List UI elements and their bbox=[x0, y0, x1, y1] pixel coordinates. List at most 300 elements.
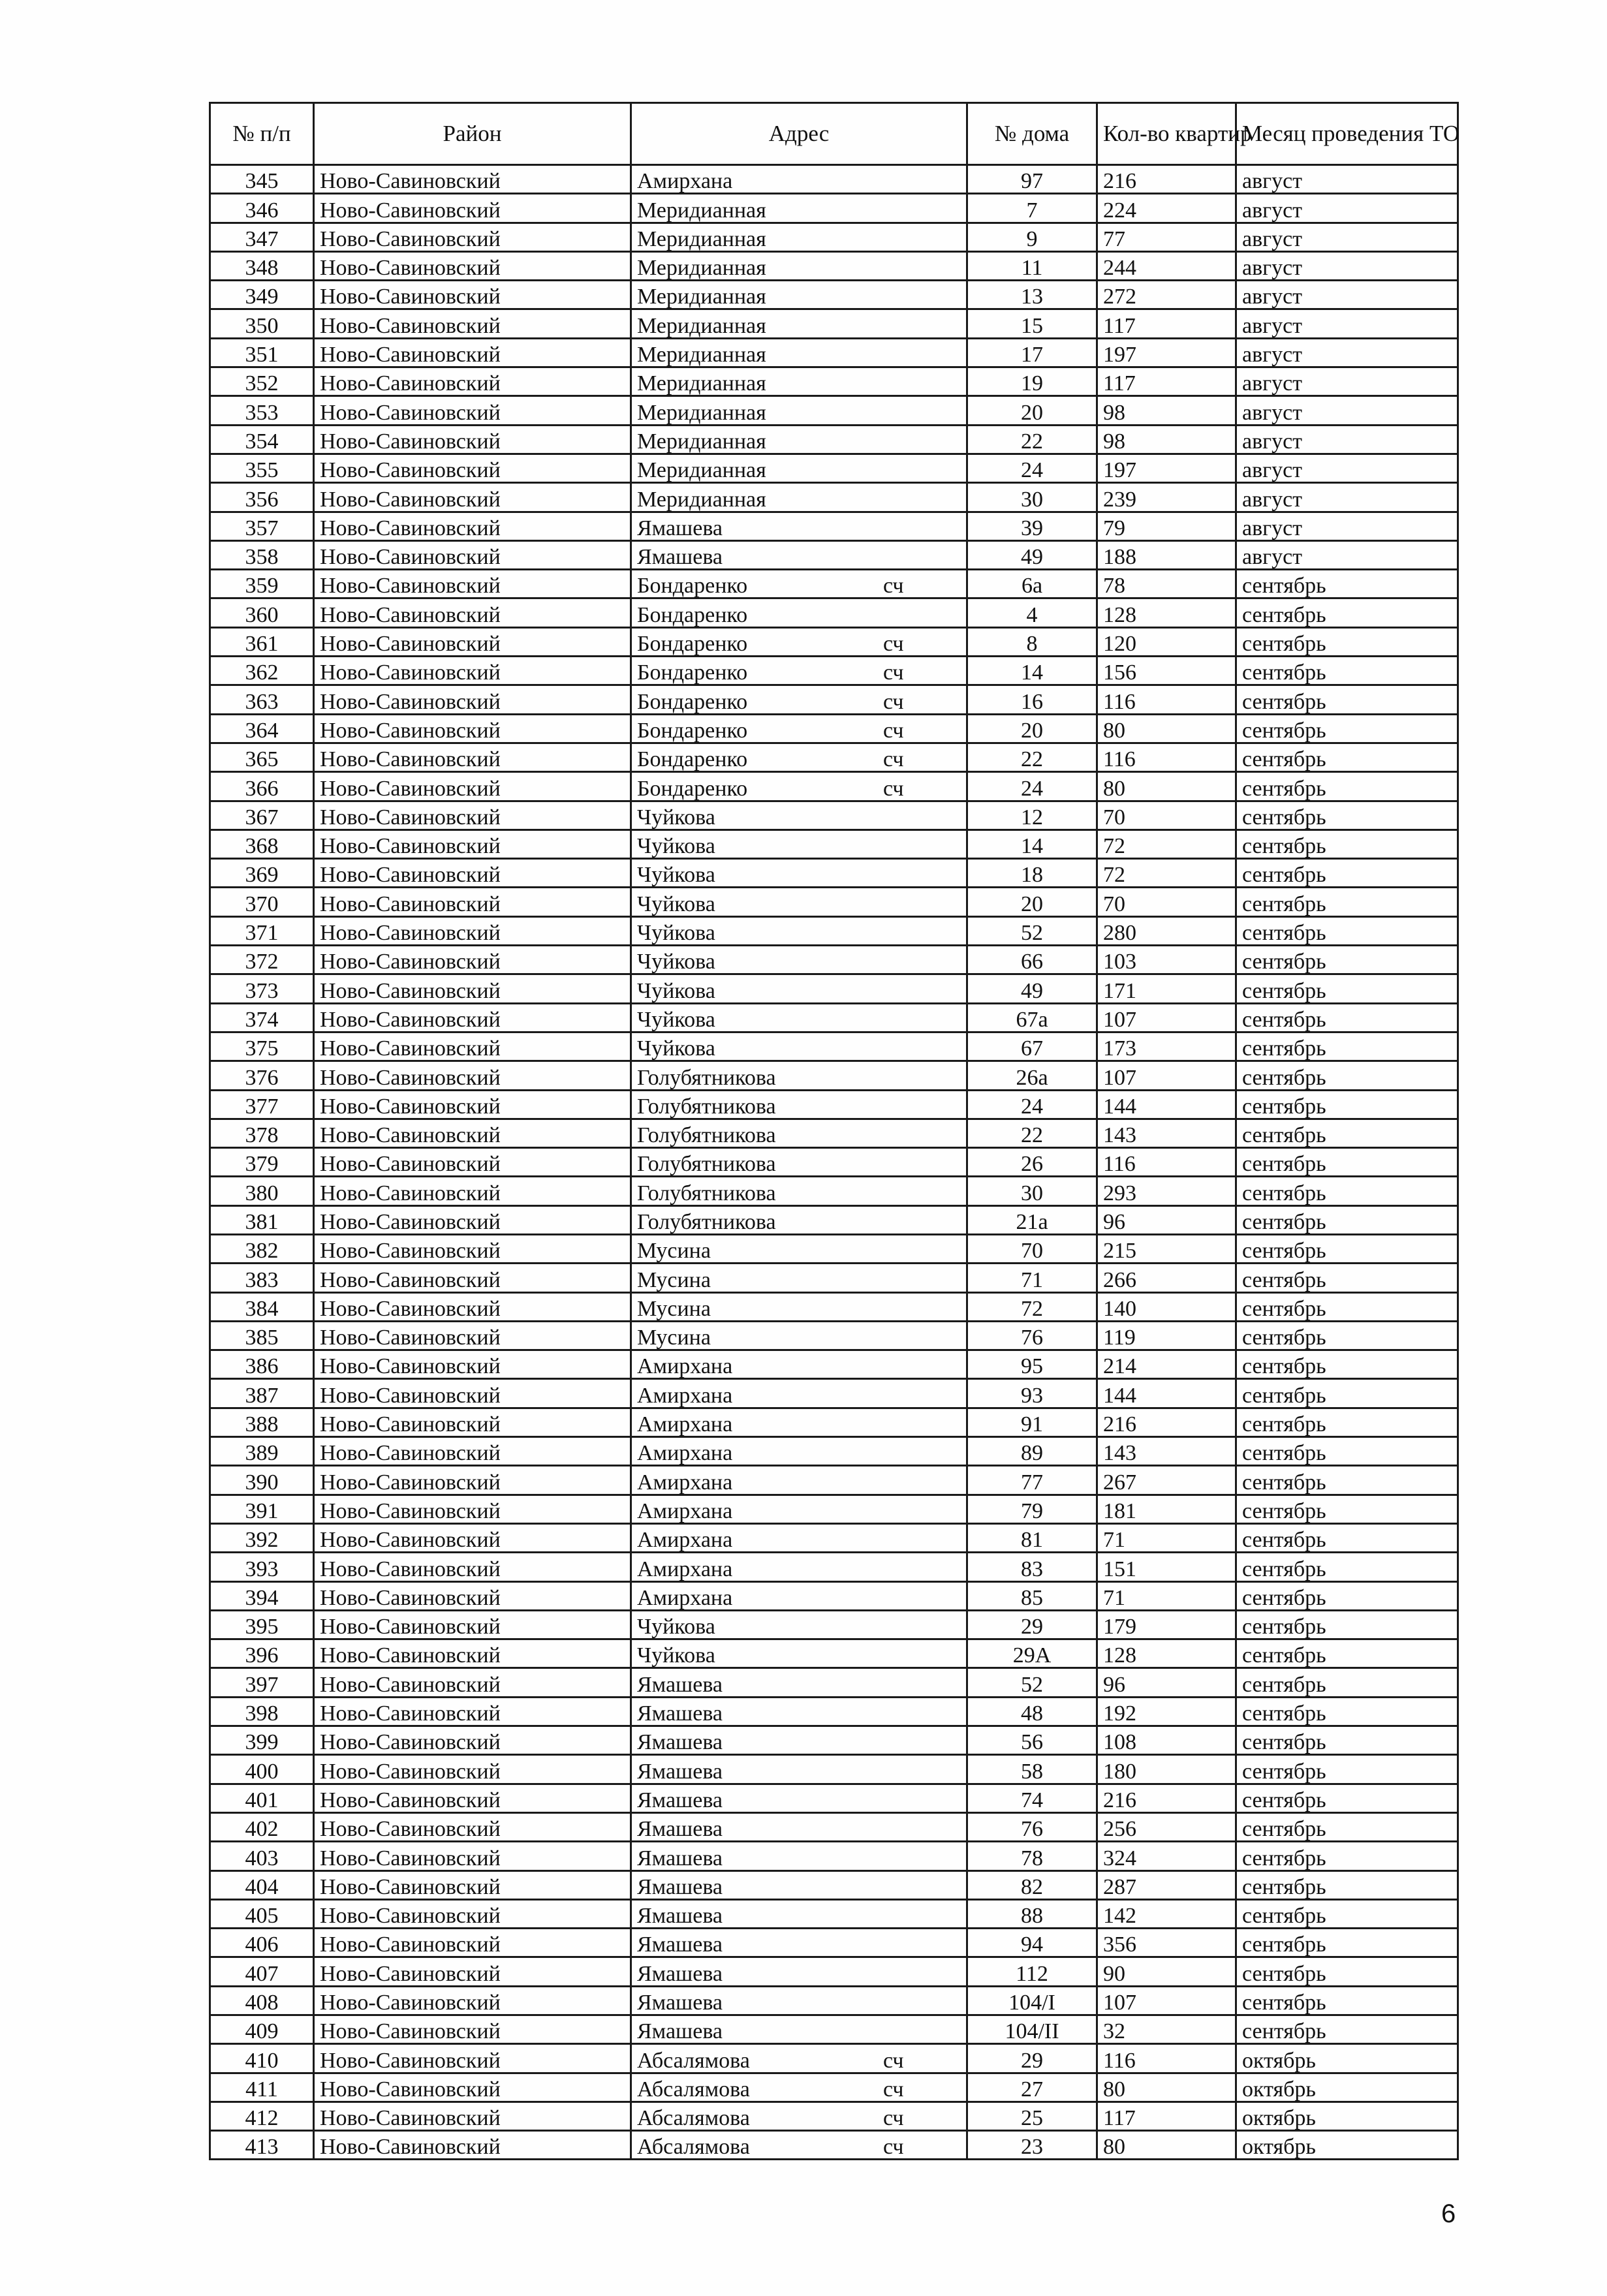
month-cell: сентябрь bbox=[1236, 1697, 1458, 1726]
table-row bbox=[210, 425, 1458, 454]
flat-count-cell: 173 bbox=[1097, 1032, 1236, 1061]
street-name: Ямашева bbox=[637, 1730, 723, 1755]
street-name: Амирхана bbox=[637, 1354, 733, 1379]
flat-count-cell: 151 bbox=[1097, 1553, 1236, 1581]
house-number-cell: 71 bbox=[967, 1264, 1097, 1292]
flat-count-cell: 180 bbox=[1097, 1755, 1236, 1784]
district-cell: Ново-Савиновский bbox=[314, 627, 631, 656]
district-cell: Ново-Савиновский bbox=[314, 165, 631, 194]
table-row bbox=[210, 2102, 1458, 2130]
table-row bbox=[210, 194, 1458, 223]
meter-mark: сч bbox=[883, 747, 904, 772]
district-cell: Ново-Савиновский bbox=[314, 714, 631, 743]
month-cell: август bbox=[1236, 251, 1458, 280]
row-number-cell: 388 bbox=[210, 1408, 314, 1436]
month-cell: сентябрь bbox=[1236, 1177, 1458, 1205]
month-cell: сентябрь bbox=[1236, 1581, 1458, 1610]
district-cell: Ново-Савиновский bbox=[314, 425, 631, 454]
address-cell bbox=[631, 2015, 967, 2044]
table-row bbox=[210, 1090, 1458, 1119]
flat-count-cell: 280 bbox=[1097, 916, 1236, 945]
address-cell bbox=[631, 165, 967, 194]
house-number-cell: 58 bbox=[967, 1755, 1097, 1784]
flat-count-cell: 128 bbox=[1097, 1639, 1236, 1668]
meter-mark: сч bbox=[883, 718, 904, 743]
address-cell bbox=[631, 1899, 967, 1928]
row-number-cell: 397 bbox=[210, 1668, 314, 1697]
table-row bbox=[210, 657, 1458, 685]
table-row bbox=[210, 830, 1458, 858]
house-number-cell: 91 bbox=[967, 1408, 1097, 1436]
row-number-cell: 387 bbox=[210, 1379, 314, 1408]
flat-count-cell: 79 bbox=[1097, 512, 1236, 540]
street-name: Чуйкова bbox=[637, 978, 715, 1003]
month-cell: сентябрь bbox=[1236, 1350, 1458, 1379]
header-row-number: № п/п bbox=[210, 103, 314, 165]
district-cell: Ново-Савиновский bbox=[314, 1553, 631, 1581]
address-cell bbox=[631, 1003, 967, 1032]
row-number-cell: 364 bbox=[210, 714, 314, 743]
row-number-cell: 390 bbox=[210, 1466, 314, 1495]
district-cell: Ново-Савиновский bbox=[314, 1639, 631, 1668]
address-cell bbox=[631, 1523, 967, 1552]
month-cell: сентябрь bbox=[1236, 830, 1458, 858]
address-cell bbox=[631, 1090, 967, 1119]
street-name: Бондаренко bbox=[637, 747, 748, 772]
table-row bbox=[210, 627, 1458, 656]
month-cell: сентябрь bbox=[1236, 1986, 1458, 2015]
address-cell bbox=[631, 425, 967, 454]
house-number-cell: 4 bbox=[967, 598, 1097, 627]
address-cell bbox=[631, 1639, 967, 1668]
address-cell bbox=[631, 598, 967, 627]
month-cell: август bbox=[1236, 194, 1458, 223]
row-number-cell: 383 bbox=[210, 1264, 314, 1292]
street-name: Меридианная bbox=[637, 458, 766, 483]
house-number-cell: 52 bbox=[967, 916, 1097, 945]
street-name: Ямашева bbox=[637, 1701, 723, 1726]
address-cell bbox=[631, 1234, 967, 1263]
house-number-cell: 6а bbox=[967, 570, 1097, 598]
month-cell: август bbox=[1236, 512, 1458, 540]
street-name: Чуйкова bbox=[637, 921, 715, 946]
house-number-cell: 76 bbox=[967, 1321, 1097, 1350]
flat-count-cell: 287 bbox=[1097, 1870, 1236, 1899]
house-number-cell: 72 bbox=[967, 1292, 1097, 1321]
table-row bbox=[210, 1321, 1458, 1350]
header-district: Район bbox=[314, 103, 631, 165]
row-number-cell: 369 bbox=[210, 859, 314, 888]
address-cell bbox=[631, 1264, 967, 1292]
district-cell: Ново-Савиновский bbox=[314, 772, 631, 801]
house-number-cell: 26а bbox=[967, 1061, 1097, 1090]
street-name: Меридианная bbox=[637, 226, 766, 251]
flat-count-cell: 324 bbox=[1097, 1842, 1236, 1870]
table-row bbox=[210, 1842, 1458, 1870]
flat-count-cell: 116 bbox=[1097, 743, 1236, 771]
district-cell: Ново-Савиновский bbox=[314, 1812, 631, 1841]
month-cell: сентябрь bbox=[1236, 1842, 1458, 1870]
flat-count-cell: 356 bbox=[1097, 1929, 1236, 1957]
month-cell: сентябрь bbox=[1236, 598, 1458, 627]
address-cell bbox=[631, 1408, 967, 1436]
flat-count-cell: 90 bbox=[1097, 1957, 1236, 1986]
district-cell: Ново-Савиновский bbox=[314, 223, 631, 251]
street-name: Чуйкова bbox=[637, 834, 715, 859]
table-row bbox=[210, 685, 1458, 714]
month-cell: сентябрь bbox=[1236, 570, 1458, 598]
district-cell: Ново-Савиновский bbox=[314, 1148, 631, 1177]
district-cell: Ново-Савиновский bbox=[314, 251, 631, 280]
month-cell: сентябрь bbox=[1236, 888, 1458, 916]
flat-count-cell: 71 bbox=[1097, 1523, 1236, 1552]
row-number-cell: 351 bbox=[210, 338, 314, 367]
street-name: Чуйкова bbox=[637, 805, 715, 830]
meter-mark: сч bbox=[883, 2135, 904, 2160]
street-name: Чуйкова bbox=[637, 1615, 715, 1639]
row-number-cell: 377 bbox=[210, 1090, 314, 1119]
table-row bbox=[210, 1379, 1458, 1408]
row-number-cell: 349 bbox=[210, 281, 314, 309]
address-cell bbox=[631, 281, 967, 309]
row-number-cell: 380 bbox=[210, 1177, 314, 1205]
address-cell bbox=[631, 2044, 967, 2073]
header-flat-count: Кол-во квартир bbox=[1097, 103, 1236, 165]
address-cell bbox=[631, 1668, 967, 1697]
month-cell: август bbox=[1236, 281, 1458, 309]
table-row bbox=[210, 1639, 1458, 1668]
house-number-cell: 95 bbox=[967, 1350, 1097, 1379]
month-cell: сентябрь bbox=[1236, 1119, 1458, 1147]
meter-mark: сч bbox=[883, 2048, 904, 2073]
street-name: Ямашева bbox=[637, 1904, 723, 1929]
district-cell: Ново-Савиновский bbox=[314, 1437, 631, 1466]
row-number-cell: 386 bbox=[210, 1350, 314, 1379]
month-cell: сентябрь bbox=[1236, 743, 1458, 771]
flat-count-cell: 192 bbox=[1097, 1697, 1236, 1726]
district-cell: Ново-Савиновский bbox=[314, 454, 631, 482]
district-cell: Ново-Савиновский bbox=[314, 685, 631, 714]
row-number-cell: 354 bbox=[210, 425, 314, 454]
district-cell: Ново-Савиновский bbox=[314, 1466, 631, 1495]
district-cell: Ново-Савиновский bbox=[314, 281, 631, 309]
street-name: Бондаренко bbox=[637, 776, 748, 801]
house-number-cell: 81 bbox=[967, 1523, 1097, 1552]
house-number-cell: 20 bbox=[967, 396, 1097, 425]
street-name: Меридианная bbox=[637, 371, 766, 396]
table-row bbox=[210, 714, 1458, 743]
row-number-cell: 394 bbox=[210, 1581, 314, 1610]
row-number-cell: 348 bbox=[210, 251, 314, 280]
month-cell: октябрь bbox=[1236, 2131, 1458, 2160]
month-cell: август bbox=[1236, 540, 1458, 569]
table-row bbox=[210, 1292, 1458, 1321]
house-number-cell: 89 bbox=[967, 1437, 1097, 1466]
month-cell: август bbox=[1236, 396, 1458, 425]
month-cell: сентябрь bbox=[1236, 1264, 1458, 1292]
table-row bbox=[210, 1610, 1458, 1639]
address-cell bbox=[631, 714, 967, 743]
house-number-cell: 18 bbox=[967, 859, 1097, 888]
row-number-cell: 412 bbox=[210, 2102, 314, 2130]
street-name: Голубятникова bbox=[637, 1152, 776, 1177]
district-cell: Ново-Савиновский bbox=[314, 1581, 631, 1610]
street-name: Абсалямова bbox=[637, 2048, 750, 2073]
address-cell bbox=[631, 1350, 967, 1379]
table-row bbox=[210, 801, 1458, 830]
row-number-cell: 408 bbox=[210, 1986, 314, 2015]
row-number-cell: 361 bbox=[210, 627, 314, 656]
street-name: Бондаренко bbox=[637, 689, 748, 714]
table-row bbox=[210, 974, 1458, 1003]
street-name: Меридианная bbox=[637, 256, 766, 281]
street-name: Абсалямова bbox=[637, 2077, 750, 2102]
house-number-cell: 48 bbox=[967, 1697, 1097, 1726]
flat-count-cell: 293 bbox=[1097, 1177, 1236, 1205]
flat-count-cell: 239 bbox=[1097, 483, 1236, 512]
address-cell bbox=[631, 1726, 967, 1755]
address-cell bbox=[631, 657, 967, 685]
table-row bbox=[210, 396, 1458, 425]
district-cell: Ново-Савиновский bbox=[314, 1119, 631, 1147]
flat-count-cell: 116 bbox=[1097, 1148, 1236, 1177]
table-row bbox=[210, 1986, 1458, 2015]
row-number-cell: 363 bbox=[210, 685, 314, 714]
meter-mark: сч bbox=[883, 660, 904, 685]
street-name: Меридианная bbox=[637, 285, 766, 309]
table-row bbox=[210, 223, 1458, 251]
month-cell: сентябрь bbox=[1236, 1408, 1458, 1436]
flat-count-cell: 140 bbox=[1097, 1292, 1236, 1321]
table-row bbox=[210, 1437, 1458, 1466]
district-cell: Ново-Савиновский bbox=[314, 540, 631, 569]
flat-count-cell: 117 bbox=[1097, 309, 1236, 338]
address-cell bbox=[631, 483, 967, 512]
address-cell bbox=[631, 830, 967, 858]
house-number-cell: 30 bbox=[967, 483, 1097, 512]
street-name: Ямашева bbox=[637, 2019, 723, 2044]
district-cell: Ново-Савиновский bbox=[314, 1784, 631, 1812]
flat-count-cell: 216 bbox=[1097, 1784, 1236, 1812]
street-name: Бондаренко bbox=[637, 632, 748, 657]
meter-mark: сч bbox=[883, 2077, 904, 2102]
address-cell bbox=[631, 1697, 967, 1726]
row-number-cell: 374 bbox=[210, 1003, 314, 1032]
district-cell: Ново-Савиновский bbox=[314, 2102, 631, 2130]
row-number-cell: 347 bbox=[210, 223, 314, 251]
district-cell: Ново-Савиновский bbox=[314, 1986, 631, 2015]
table-row bbox=[210, 281, 1458, 309]
table-row bbox=[210, 1755, 1458, 1784]
row-number-cell: 375 bbox=[210, 1032, 314, 1061]
row-number-cell: 370 bbox=[210, 888, 314, 916]
house-number-cell: 67 bbox=[967, 1032, 1097, 1061]
row-number-cell: 352 bbox=[210, 367, 314, 396]
district-cell: Ново-Савиновский bbox=[314, 1350, 631, 1379]
month-cell: сентябрь bbox=[1236, 1726, 1458, 1755]
flat-count-cell: 214 bbox=[1097, 1350, 1236, 1379]
flat-count-cell: 116 bbox=[1097, 2044, 1236, 2073]
flat-count-cell: 96 bbox=[1097, 1205, 1236, 1234]
district-cell: Ново-Савиновский bbox=[314, 946, 631, 974]
row-number-cell: 359 bbox=[210, 570, 314, 598]
street-name: Меридианная bbox=[637, 313, 766, 338]
street-name: Чуйкова bbox=[637, 863, 715, 888]
row-number-cell: 360 bbox=[210, 598, 314, 627]
header-address: Адрес bbox=[631, 103, 967, 165]
house-number-cell: 97 bbox=[967, 165, 1097, 194]
table-row bbox=[210, 1726, 1458, 1755]
row-number-cell: 396 bbox=[210, 1639, 314, 1668]
meter-mark: сч bbox=[883, 776, 904, 801]
table-row bbox=[210, 2044, 1458, 2073]
table-row bbox=[210, 2073, 1458, 2102]
month-cell: сентябрь bbox=[1236, 1639, 1458, 1668]
house-number-cell: 8 bbox=[967, 627, 1097, 656]
address-cell bbox=[631, 570, 967, 598]
district-cell: Ново-Савиновский bbox=[314, 1929, 631, 1957]
street-name: Амирхана bbox=[637, 169, 733, 194]
street-name: Чуйкова bbox=[637, 950, 715, 974]
month-cell: август bbox=[1236, 425, 1458, 454]
house-number-cell: 21а bbox=[967, 1205, 1097, 1234]
address-cell bbox=[631, 251, 967, 280]
table-row bbox=[210, 1899, 1458, 1928]
month-cell: сентябрь bbox=[1236, 916, 1458, 945]
address-cell bbox=[631, 540, 967, 569]
month-cell: сентябрь bbox=[1236, 1205, 1458, 1234]
row-number-cell: 392 bbox=[210, 1523, 314, 1552]
street-name: Чуйкова bbox=[637, 892, 715, 916]
month-cell: сентябрь bbox=[1236, 801, 1458, 830]
month-cell: август bbox=[1236, 367, 1458, 396]
flat-count-cell: 80 bbox=[1097, 714, 1236, 743]
row-number-cell: 372 bbox=[210, 946, 314, 974]
flat-count-cell: 197 bbox=[1097, 454, 1236, 482]
street-name: Ямашева bbox=[637, 1759, 723, 1784]
row-number-cell: 373 bbox=[210, 974, 314, 1003]
flat-count-cell: 72 bbox=[1097, 859, 1236, 888]
month-cell: сентябрь bbox=[1236, 1610, 1458, 1639]
flat-count-cell: 71 bbox=[1097, 1581, 1236, 1610]
month-cell: сентябрь bbox=[1236, 1553, 1458, 1581]
row-number-cell: 378 bbox=[210, 1119, 314, 1147]
street-name: Чуйкова bbox=[637, 1007, 715, 1032]
street-name: Абсалямова bbox=[637, 2106, 750, 2131]
table-row bbox=[210, 1668, 1458, 1697]
page-number: 6 bbox=[1441, 2199, 1456, 2228]
district-cell: Ново-Савиновский bbox=[314, 1177, 631, 1205]
table-row bbox=[210, 2131, 1458, 2160]
table-row bbox=[210, 1061, 1458, 1090]
street-name: Ямашева bbox=[637, 545, 723, 570]
street-name: Абсалямова bbox=[637, 2135, 750, 2160]
row-number-cell: 356 bbox=[210, 483, 314, 512]
street-name: Амирхана bbox=[637, 1528, 733, 1553]
flat-count-cell: 216 bbox=[1097, 1408, 1236, 1436]
address-cell bbox=[631, 194, 967, 223]
house-number-cell: 88 bbox=[967, 1899, 1097, 1928]
flat-count-cell: 117 bbox=[1097, 2102, 1236, 2130]
street-name: Мусина bbox=[637, 1267, 711, 1292]
address-cell bbox=[631, 1379, 967, 1408]
month-cell: сентябрь bbox=[1236, 685, 1458, 714]
flat-count-cell: 188 bbox=[1097, 540, 1236, 569]
street-name: Голубятникова bbox=[637, 1181, 776, 1205]
month-cell: август bbox=[1236, 165, 1458, 194]
row-number-cell: 406 bbox=[210, 1929, 314, 1957]
month-cell: октябрь bbox=[1236, 2044, 1458, 2073]
flat-count-cell: 216 bbox=[1097, 165, 1236, 194]
month-cell: сентябрь bbox=[1236, 772, 1458, 801]
row-number-cell: 411 bbox=[210, 2073, 314, 2102]
district-cell: Ново-Савиновский bbox=[314, 916, 631, 945]
district-cell: Ново-Савиновский bbox=[314, 396, 631, 425]
table-row bbox=[210, 570, 1458, 598]
house-number-cell: 17 bbox=[967, 338, 1097, 367]
flat-count-cell: 267 bbox=[1097, 1466, 1236, 1495]
address-cell bbox=[631, 1784, 967, 1812]
street-name: Бондаренко bbox=[637, 660, 748, 685]
district-cell: Ново-Савиновский bbox=[314, 1379, 631, 1408]
street-name: Голубятникова bbox=[637, 1123, 776, 1148]
district-cell: Ново-Савиновский bbox=[314, 1523, 631, 1552]
month-cell: сентябрь bbox=[1236, 1466, 1458, 1495]
district-cell: Ново-Савиновский bbox=[314, 1495, 631, 1523]
flat-count-cell: 181 bbox=[1097, 1495, 1236, 1523]
district-cell: Ново-Савиновский bbox=[314, 570, 631, 598]
address-cell bbox=[631, 1321, 967, 1350]
month-cell: сентябрь bbox=[1236, 1032, 1458, 1061]
month-cell: август bbox=[1236, 454, 1458, 482]
house-number-cell: 20 bbox=[967, 714, 1097, 743]
address-cell bbox=[631, 1177, 967, 1205]
district-cell: Ново-Савиновский bbox=[314, 801, 631, 830]
address-cell bbox=[631, 1755, 967, 1784]
table-row bbox=[210, 1957, 1458, 1986]
table-row bbox=[210, 367, 1458, 396]
row-number-cell: 402 bbox=[210, 1812, 314, 1841]
address-cell bbox=[631, 1119, 967, 1147]
row-number-cell: 355 bbox=[210, 454, 314, 482]
table-row bbox=[210, 1264, 1458, 1292]
house-number-cell: 16 bbox=[967, 685, 1097, 714]
house-number-cell: 14 bbox=[967, 657, 1097, 685]
flat-count-cell: 266 bbox=[1097, 1264, 1236, 1292]
table-row bbox=[210, 540, 1458, 569]
district-cell: Ново-Савиновский bbox=[314, 367, 631, 396]
district-cell: Ново-Савиновский bbox=[314, 1668, 631, 1697]
house-number-cell: 85 bbox=[967, 1581, 1097, 1610]
street-name: Бондаренко bbox=[637, 574, 748, 598]
address-cell bbox=[631, 1148, 967, 1177]
month-cell: сентябрь bbox=[1236, 1755, 1458, 1784]
district-cell: Ново-Савиновский bbox=[314, 1408, 631, 1436]
table-row bbox=[210, 1553, 1458, 1581]
month-cell: сентябрь bbox=[1236, 946, 1458, 974]
month-cell: сентябрь bbox=[1236, 1495, 1458, 1523]
street-name: Амирхана bbox=[637, 1557, 733, 1581]
row-number-cell: 400 bbox=[210, 1755, 314, 1784]
address-cell bbox=[631, 1553, 967, 1581]
flat-count-cell: 120 bbox=[1097, 627, 1236, 656]
maintenance-schedule-table bbox=[209, 102, 1459, 2160]
table-row bbox=[210, 1234, 1458, 1263]
address-cell bbox=[631, 627, 967, 656]
address-cell bbox=[631, 801, 967, 830]
meter-mark: сч bbox=[883, 689, 904, 714]
flat-count-cell: 96 bbox=[1097, 1668, 1236, 1697]
